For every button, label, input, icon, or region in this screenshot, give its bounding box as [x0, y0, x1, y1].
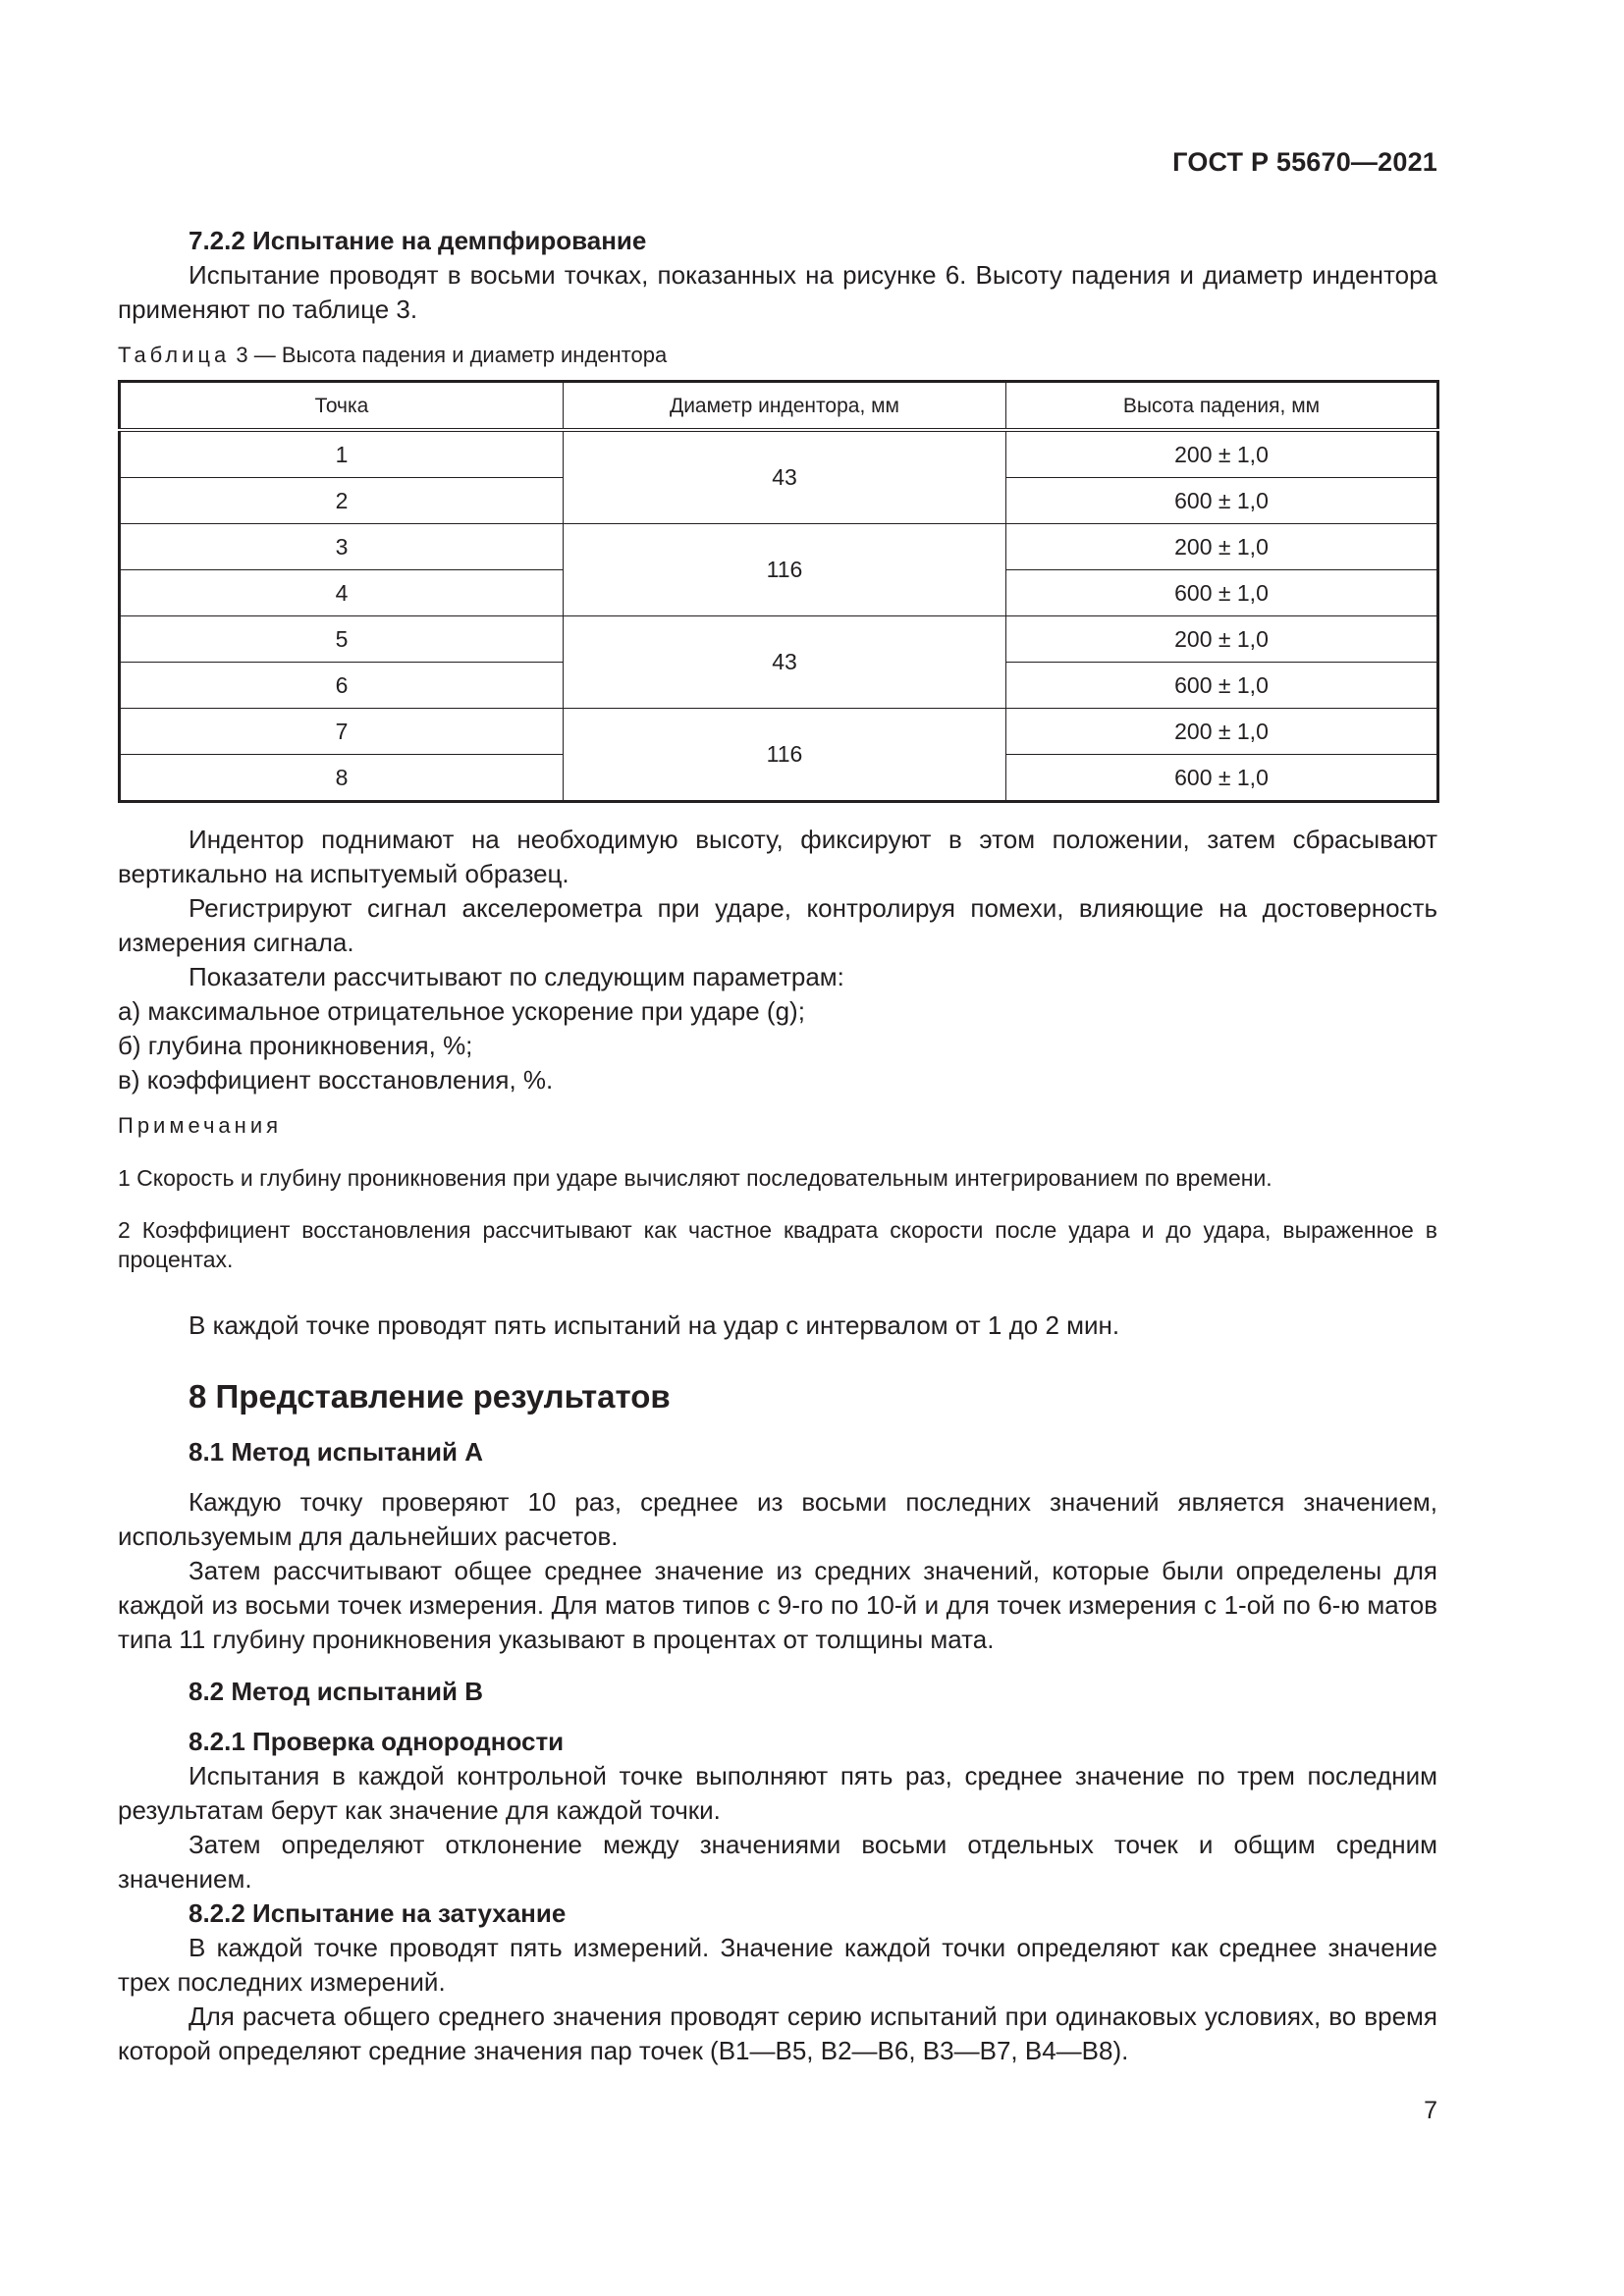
paragraph: Для расчета общего среднего значения проводят серию испытаний при одинаковых условиях, во время которой определяют средние значения пар точек (В1—В5, В2—В6, В3—В7, В4—В8).	[118, 2002, 1437, 2065]
subsection-heading-8-1: 8.1 Метод испытаний А	[189, 1437, 484, 1467]
table-caption-text: 3 — Высота падения и диаметр индентора	[236, 343, 668, 367]
notes-title: Примечания	[118, 1113, 283, 1138]
cell-height: 200 ± 1,0	[1006, 430, 1438, 478]
page-number: 7	[1424, 2097, 1437, 2124]
table-caption	[118, 341, 1437, 370]
page-content	[118, 224, 1437, 2068]
cell-diameter: 43	[564, 616, 1006, 709]
column-header-diameter: Диаметр индентора, мм	[564, 382, 1006, 431]
cell-height: 600 ± 1,0	[1006, 478, 1438, 524]
paragraph: В каждой точке проводят пять измерений. Значение каждой точки определяют как среднее значение трех последних измерений.	[118, 1933, 1437, 1997]
cell-diameter: 43	[564, 430, 1006, 524]
cell-point: 3	[120, 524, 564, 570]
cell-height: 600 ± 1,0	[1006, 755, 1438, 802]
cell-point: 5	[120, 616, 564, 663]
paragraph: Испытание проводят в восьми точках, показанных на рисунке 6. Высоту падения и диаметр индентора применяют по таблице 3.	[118, 260, 1437, 324]
cell-height: 200 ± 1,0	[1006, 709, 1438, 755]
cell-diameter: 116	[564, 709, 1006, 802]
paragraph: Показатели рассчитывают по следующим параметрам:	[189, 962, 844, 991]
table-row	[120, 430, 1438, 478]
list-item: а) максимальное отрицательное ускорение при ударе (g);	[118, 996, 805, 1026]
table-row	[120, 709, 1438, 755]
paragraph: Регистрируют сигнал акселерометра при ударе, контролируя помехи, влияющие на достоверность измерения сигнала.	[118, 893, 1437, 957]
cell-point: 2	[120, 478, 564, 524]
subsection-heading-8-2: 8.2 Метод испытаний В	[189, 1677, 484, 1706]
list-item: б) глубина проникновения, %;	[118, 1031, 473, 1060]
table-3	[118, 380, 1439, 803]
paragraph: Испытания в каждой контрольной точке выполняют пять раз, среднее значение по трем последним результатам берут как значение для каждой точки.	[118, 1761, 1437, 1825]
cell-point: 8	[120, 755, 564, 802]
cell-point: 4	[120, 570, 564, 616]
cell-point: 6	[120, 663, 564, 709]
note-1: 1 Скорость и глубину проникновения при ударе вычисляют последовательным интегрированием по времени.	[118, 1165, 1272, 1191]
paragraph: Каждую точку проверяют 10 раз, среднее из восьми последних значений является значением, используемым для дальнейших расчетов.	[118, 1487, 1437, 1551]
cell-height: 200 ± 1,0	[1006, 616, 1438, 663]
subsection-heading-8-2-1: 8.2.1 Проверка однородности	[189, 1727, 565, 1756]
paragraph: Индентор поднимают на необходимую высоту, фиксируют в этом положении, затем сбрасывают вертикально на испытуемый образец.	[118, 825, 1437, 888]
table-row	[120, 524, 1438, 570]
table-header-row	[120, 382, 1438, 431]
column-header-point: Точка	[120, 382, 564, 431]
paragraph: В каждой точке проводят пять испытаний на удар с интервалом от 1 до 2 мин.	[189, 1310, 1120, 1340]
cell-point: 7	[120, 709, 564, 755]
document-id-header: ГОСТ Р 55670—2021	[1172, 147, 1437, 177]
table-caption-label: Таблица	[118, 343, 231, 367]
list-item: в) коэффициент восстановления, %.	[118, 1065, 554, 1095]
column-header-height: Высота падения, мм	[1006, 382, 1438, 431]
section-heading-8: 8 Представление результатов	[189, 1378, 671, 1415]
cell-height: 600 ± 1,0	[1006, 663, 1438, 709]
subsection-heading-7-2-2: 7.2.2 Испытание на демпфирование	[189, 226, 647, 255]
cell-diameter: 116	[564, 524, 1006, 616]
paragraph: Затем определяют отклонение между значениями восьми отдельных точек и общим средним значением.	[118, 1830, 1437, 1894]
note-2: 2 Коэффициент восстановления рассчитывают как частное квадрата скорости после удара и до удара, выраженное в процентах.	[118, 1217, 1437, 1272]
table-row	[120, 616, 1438, 663]
cell-height: 200 ± 1,0	[1006, 524, 1438, 570]
paragraph: Затем рассчитывают общее среднее значение из средних значений, которые были определены для каждой из восьми точек измерения. Для матов типов с 9-го по 10-й и для точек измерения с 1-ой по 6-ю матов типа 11 глубину проникновения указывают в процентах от толщины мата.	[118, 1556, 1437, 1654]
cell-height: 600 ± 1,0	[1006, 570, 1438, 616]
subsection-heading-8-2-2: 8.2.2 Испытание на затухание	[189, 1898, 567, 1928]
cell-point: 1	[120, 430, 564, 478]
